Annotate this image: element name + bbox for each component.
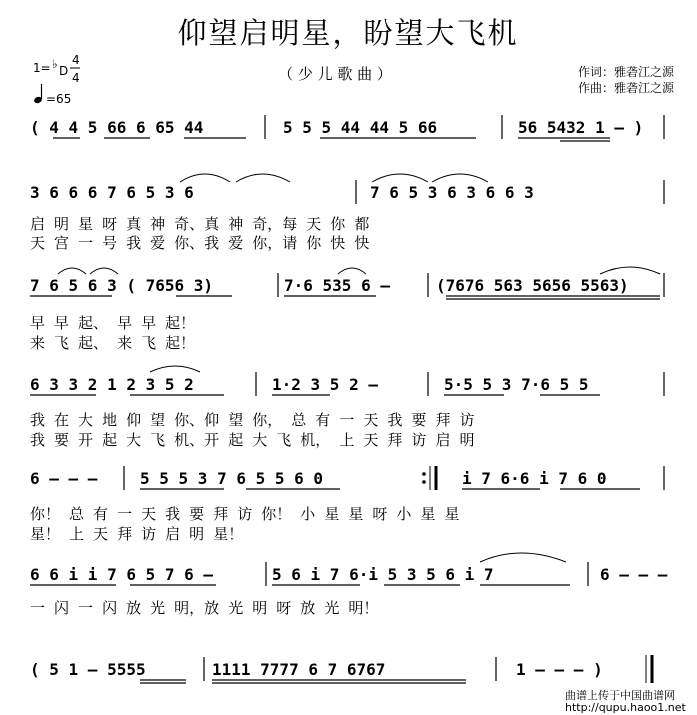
measure: 7·6 535 6 – [284, 276, 390, 295]
score-row-3 [30, 267, 664, 299]
key-name: D [59, 64, 69, 78]
upload-note: 曲谱上传于中国曲谱网 [565, 689, 675, 702]
measure: 5·5 5 3 7·6 5 5 [444, 375, 589, 394]
measure: ( 4 4 5 66 6 65 44 [30, 118, 204, 137]
slur [90, 268, 118, 274]
slur [58, 268, 86, 274]
repeat-dot [422, 480, 426, 484]
slur [150, 366, 200, 372]
slur [432, 174, 488, 182]
slur [180, 174, 230, 182]
score-row-1 [30, 115, 664, 141]
lyric-line: 来 飞 起、 来 飞 起！ [30, 334, 196, 352]
key-prefix: 1= [33, 61, 51, 75]
measure: 3 6 6 6 7 6 5 3 6 [30, 183, 194, 202]
lyrics-block-3 [30, 411, 475, 449]
lyric-line: 我 在 大 地 仰 望 你、仰 望 你， 总 有 一 天 我 要 拜 访 [30, 411, 475, 429]
lyricist-credit: 作词：雅砻江之源 [578, 65, 675, 79]
measure: ( 5 1 – 5555 [30, 660, 146, 679]
time-sig-top: 4 [72, 53, 80, 67]
lyric-line: 天 宫 一 号 我 爱 你、我 爱 你，请 你 快 快 [30, 234, 370, 252]
score-row-4 [30, 366, 664, 396]
lyrics-block-4 [30, 505, 460, 543]
measure: 5 5 5 3 7 6 5 5 6 0 [140, 469, 324, 488]
measure: 1111 7777 6 7 6767 [212, 660, 386, 679]
measure: 6 6 i i 7 6 5 7 6 – [30, 565, 214, 584]
score-row-2 [30, 174, 664, 204]
score-row-6 [30, 553, 668, 586]
measure: 7 6 5 6 3 ( 7656 3) [30, 276, 214, 295]
lyrics-block-1 [30, 215, 369, 252]
measure: 6 3 3 2 1 2 3 5 2 [30, 375, 194, 394]
song-title: 仰望启明星，盼望大飞机 [177, 16, 519, 50]
lyric-line: 你！ 总 有 一 天 我 要 拜 访 你！ 小 星 星 呀 小 星 星 [30, 505, 460, 523]
lyric-line: 启 明 星 呀 真 神 奇、真 神 奇，每 天 你 都 [30, 215, 370, 233]
slur [600, 267, 660, 274]
lyric-line: 星！ 上 天 拜 访 启 明 星！ [30, 525, 244, 543]
measure: 6 – – – [30, 469, 98, 488]
score-row-7 [30, 655, 652, 683]
measure: i 7 6·6 i 7 6 0 [462, 469, 607, 488]
lyrics-block-5 [30, 599, 378, 617]
lyric-line: 早 早 起、 早 早 起！ [30, 314, 196, 332]
measure: 6 – – – [600, 565, 668, 584]
measure: 1·2 3 5 2 – [272, 375, 378, 394]
tempo-marking: =65 [46, 92, 72, 106]
time-sig-bottom: 4 [72, 71, 80, 85]
slur [236, 174, 290, 182]
quarter-note-icon [33, 84, 43, 104]
measure: 5 6 i 7 6·i 5 3 5 6 i 7 [272, 565, 494, 584]
slur [480, 553, 566, 562]
song-subtitle: （ 少 儿 歌 曲 ） [278, 65, 392, 83]
measure: 1 – – – ) [516, 660, 603, 679]
measure: 7 6 5 3 6 3 6 6 3 [370, 183, 534, 202]
lyric-line: 一 闪 一 闪 放 光 明，放 光 明 呀 放 光 明！ [30, 599, 379, 617]
source-url: http://qupu.haoo1.net [565, 701, 686, 714]
slur [338, 268, 366, 274]
measure: (7676 563 5656 5563) [436, 276, 629, 295]
repeat-dot [422, 472, 426, 476]
score-row-5 [30, 466, 664, 490]
flat-sign: ♭ [52, 57, 58, 71]
measure: 5 5 5 44 44 5 66 [283, 118, 438, 137]
measure: 56 5432 1 – ) [518, 118, 644, 137]
lyrics-block-2 [30, 314, 195, 352]
lyric-line: 我 要 开 起 大 飞 机、开 起 大 飞 机， 上 天 拜 访 启 明 [30, 431, 475, 449]
slur [372, 174, 428, 182]
composer-credit: 作曲：雅砻江之源 [578, 81, 675, 95]
